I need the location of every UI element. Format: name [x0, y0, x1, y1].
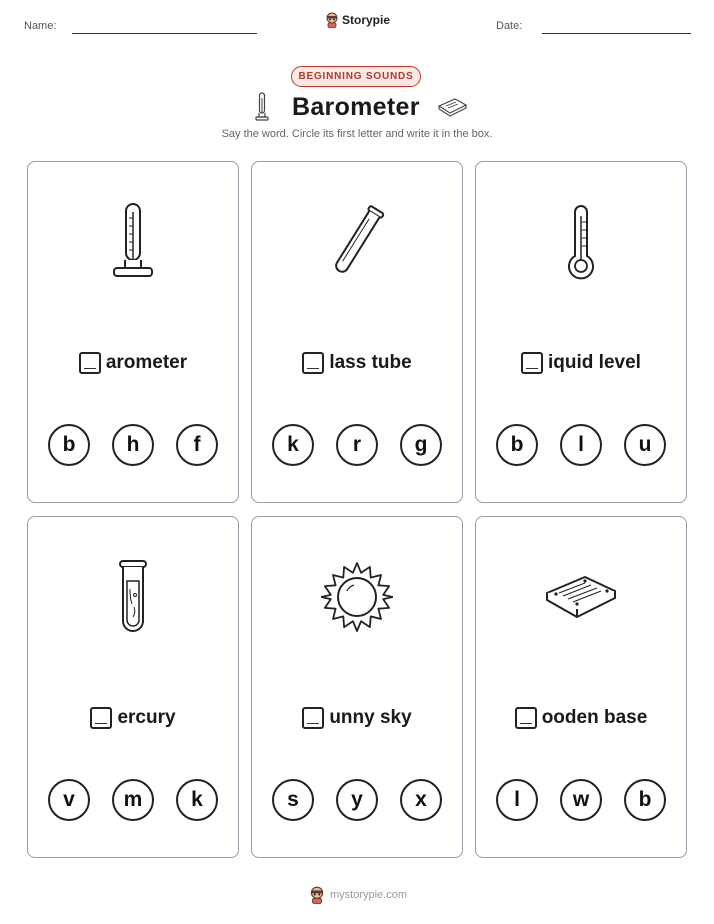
glass-tube-icon [327, 204, 387, 280]
letter-options [252, 424, 462, 466]
letter-option[interactable]: l [496, 779, 538, 821]
card-picture [252, 162, 462, 322]
letter-option[interactable]: v [48, 779, 90, 821]
word-line [28, 704, 238, 732]
date-label: Date: [496, 20, 523, 32]
word-rest: arometer [105, 352, 188, 373]
letter-box[interactable] [79, 352, 101, 374]
title-row [0, 92, 714, 124]
word-line [252, 349, 462, 377]
letter-option[interactable]: h [112, 424, 154, 466]
card-picture [476, 162, 686, 322]
letter-options [476, 424, 686, 466]
letter-box[interactable] [521, 352, 543, 374]
storypie-mascot-icon [325, 12, 339, 28]
footer-url[interactable]: mystorypie.com [330, 889, 408, 901]
footer [309, 886, 407, 904]
letter-box[interactable] [302, 707, 324, 729]
letter-option[interactable]: s [272, 779, 314, 821]
beginning-sounds-badge: BEGINNING SOUNDS [291, 66, 421, 87]
word-line [476, 704, 686, 732]
word-rest: iquid level [548, 352, 641, 373]
wooden-base-icon [543, 573, 619, 621]
letter-option[interactable]: k [272, 424, 314, 466]
letter-options [28, 424, 238, 466]
word-card [27, 161, 239, 503]
sun-icon [321, 561, 393, 633]
card-picture [252, 517, 462, 677]
page-title: Barometer [292, 93, 420, 121]
letter-option[interactable]: f [176, 424, 218, 466]
letter-options [252, 779, 462, 821]
word-rest: lass tube [329, 352, 412, 373]
letter-option[interactable]: m [112, 779, 154, 821]
letter-option[interactable]: k [176, 779, 218, 821]
word-card [27, 516, 239, 858]
word-line [28, 349, 238, 377]
letter-option[interactable]: b [496, 424, 538, 466]
letter-option[interactable]: w [560, 779, 602, 821]
letter-options [476, 779, 686, 821]
brand-logo [325, 12, 390, 28]
letter-option[interactable]: b [624, 779, 666, 821]
word-rest: ercury [117, 707, 176, 728]
name-label: Name: [24, 20, 57, 32]
word-card [475, 516, 687, 858]
word-card [251, 161, 463, 503]
letter-option[interactable]: b [48, 424, 90, 466]
barometer-icon [111, 202, 155, 282]
thermometer-icon [565, 204, 597, 280]
letter-option[interactable]: x [400, 779, 442, 821]
word-card [251, 516, 463, 858]
letter-option[interactable]: u [624, 424, 666, 466]
letter-option[interactable]: l [560, 424, 602, 466]
letter-box[interactable] [90, 707, 112, 729]
letter-option[interactable]: y [336, 779, 378, 821]
barometer-small-icon [254, 92, 270, 124]
word-line [476, 349, 686, 377]
wooden-board-small-icon [436, 96, 468, 118]
word-card [475, 161, 687, 503]
test-tube-icon [116, 559, 150, 635]
card-picture [28, 517, 238, 677]
word-line [252, 704, 462, 732]
card-picture [28, 162, 238, 322]
letter-option[interactable]: g [400, 424, 442, 466]
letter-options [28, 779, 238, 821]
letter-box[interactable] [302, 352, 324, 374]
brand-name: Storypie [342, 13, 391, 27]
name-line[interactable] [72, 33, 257, 34]
letter-box[interactable] [515, 707, 537, 729]
storypie-mascot-icon [309, 886, 325, 904]
date-line[interactable] [542, 33, 691, 34]
word-rest: unny sky [329, 707, 412, 728]
word-rest: ooden base [541, 707, 648, 728]
letter-option[interactable]: r [336, 424, 378, 466]
instructions: Say the word. Circle its first letter and write it in the box. [221, 128, 493, 140]
card-picture [476, 517, 686, 677]
